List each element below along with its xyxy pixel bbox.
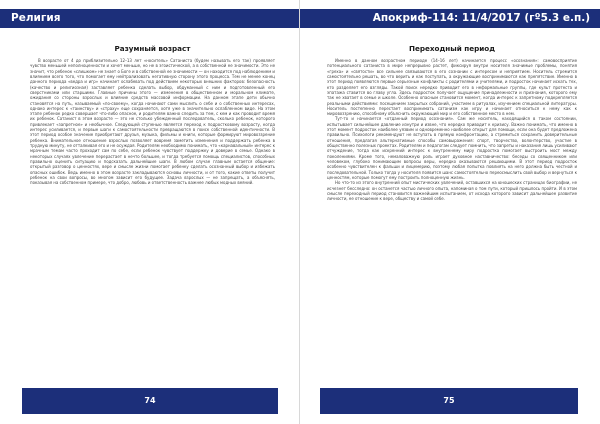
section-header: Религия: [11, 12, 61, 24]
paragraph: В возрасте от 4 до приблизительно 12–13 лет «носитель» Сатаниста (будем называть его так) проявляет чувство меньшей неполноценности и хочет меньше, но не в эгоистической, а в собственной ее значимости. Это не значит, что ребенок «слишком» не знает о Боге и в собственной ее значимости — он находится под наблюдением и влиянием всего того, что помогает ему нейтрализовать негативную сторону этого процесса. Тем не менее конец данного периода «ведра и игр» начинает ослабевать под действием некоторых внешних факторов: безопасность (качество и религиозная) заставляет ребенка сделать выбор, обдуманный с ним и подготовленный его сверстниками или старшими. Главные причины этого — изменения в общественном и моральном климате, ожидания со стороны взрослых и влияние средств массовой информации. На данном этапе дети обычно становятся на путь, называемый «по-своему», когда начинают сами мыслить о себе и о собственных интересах, однако интерес к «таинству» и «страху» еще сохраняется, хотя уже в значительно ослабленном виде. На этом этапе ребенок редко совершает что-либо опасное, и родителям важно следить за тем, с кем и как проводит время их ребенок. Сатанист в этом возрасте — это не столько убежденный последователь, сколько ребенок, которого привлекает «запретное» и необычное. Следующей ступенью является переход к подростковому возрасту, когда интерес усиливается, и первые шаги к самостоятельности превращаются в поиск собственной идентичности. В этот период особое значение приобретают друзья, музыка, фильмы и книги, которые формируют мировоззрение ребенка. Внимательное отношение взрослых позволяет вовремя заметить изменения и поддержать ребенка в трудную минуту, не отталкивая его и не осуждая. Родителям необходимо понимать, что «карнавальный» интерес к мрачным темам часто проходит сам по себе, если ребенок чувствует поддержку и доверие в семье. Однако в некоторых случаях увлечение перерастает в нечто большее, и тогда требуется помощь специалистов, способных правильно оценить ситуацию и подсказать дальнейшие шаги. В любом случае главным остается общение: открытый разговор о ценностях, вере и смысле жизни помогает ребенку сделать осознанный выбор и избежать опасных ошибок. Ведь именно в этом возрасте закладываются основы личности, и от того, какие ответы получит ребенок на свои вопросы, во многом зависит его будущее. Задача взрослых — не запрещать, а объяснять, показывая на собственном примере, что добро, любовь и ответственность важнее любых модных веяний.: [30, 58, 276, 186]
magazine-header: Апокриф-114: 11/4/2017 (гº5.3 е.п.): [372, 12, 590, 24]
section-header-band: [0, 9, 300, 28]
magazine-header-band: [300, 9, 600, 28]
article-title: Переходный период: [408, 44, 496, 53]
paragraph: Но что-то из этого внутренний опыт мистических увлечений, оставшихся на юношеских страницах биографии, не исчезнет бесследно: он останется частью личного опыта, напоминая о том пути, который пришлось пройти. И в этом смысле переходный период становится важнейшим испытанием, от исхода которого зависит дальнейшее развитие личности, ее отношение к вере, обществу и самой себе.: [327, 180, 577, 202]
right-page: [300, 0, 600, 424]
paragraph: Тут-то и начинается «отданный период осознания». Сам же носитель, находящийся в таком состоянии, испытывает сильнейшее давление изнутри и извне, что нередко приводит к кризису. Важно понимать, что именно в этот момент подросток наиболее уязвим и одновременно наиболее открыт для помощи, если она будет предложена правильно. Психологи рекомендуют не вступать в прямую конфронтацию, а стремиться сохранить доверительные отношения, предлагая альтернативные способы самовыражения: спорт, творчество, волонтерство, участие в общественно полезных проектах. Родителям и педагогам следует помнить, что запреты и наказания лишь усиливают отчуждение, тогда как искренний интерес к внутреннему миру подростка помогает выстроить мост между поколениями. Кроме того, немаловажную роль играет духовное наставничество: беседы со священником или человеком, глубоко понимающим вопросы веры, нередко оказываются решающими. В этот период подросток особенно чувствителен к фальши и лицемерию, поэтому любая попытка повлиять на него должна быть честной и последовательной. Только тогда у носителя появится шанс самостоятельно переосмыслить свой выбор и вернуться к ценностям, которые помогут ему построить полноценную жизнь.: [327, 116, 577, 180]
paragraph: Именно в данном возрастном периоде (14–16 лет) начинается процесс «осознания»: самовосприятие потенциального сатаниста в мире непрерывно растет, фиксируя внутри носителя значимые проблемы, понятия «греха» и «святости» все сильнее связываются в его сознании с интересом и неприятием. Носитель стремится самостоятельно решать, во что верить и как поступать, а окружающие воспринимаются как препятствие. Именно в этот период появляются первые серьезные конфликты с родителями и учителями, и подросток начинает искать тех, кто разделяет его взгляды. Такой поиск нередко приводит его в неформальные группы, где культ протеста и эпатажа ставится во главу угла. Здесь подросток получает ощущение принадлежности и признания, которого ему так не хватает в семье и школе. Особенно опасным становится момент, когда интерес к запретному подкрепляется реальными действиями: посещением закрытых собраний, участием в ритуалах, изучением специальной литературы. Носитель постепенно перестает воспринимать сатанизм как игру и начинает относиться к нему как к мировоззрению, способному объяснить окружающий мир и его собственное место в нем.: [327, 58, 577, 117]
article-body: [327, 58, 577, 410]
page-number: 75: [320, 388, 578, 414]
article-title: Разумный возраст: [114, 44, 191, 53]
page-number: 74: [22, 388, 278, 414]
article-body: [30, 58, 275, 378]
